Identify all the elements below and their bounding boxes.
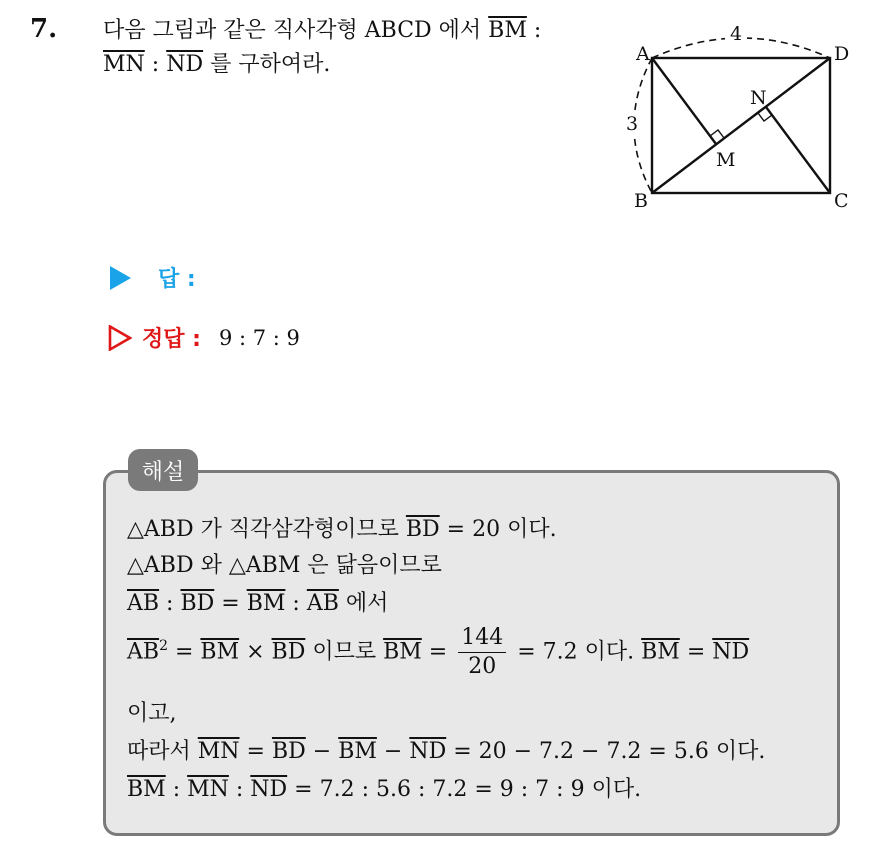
outline-arrow-icon: [108, 325, 132, 351]
segment-mn: $\overline{MN}$: [103, 52, 145, 77]
segment-bm: $\overline{BM}$: [127, 777, 166, 802]
minus: −: [376, 739, 410, 764]
minus: −: [305, 739, 339, 764]
correct-answer-row: [108, 322, 300, 353]
colon: :: [526, 18, 542, 43]
segment-bm: $\overline{BM}$: [246, 591, 286, 616]
colon: :: [285, 591, 307, 616]
solution-title-tab: 해설: [128, 449, 198, 491]
point-label-n: N: [750, 87, 767, 109]
solution-text: = 7.2 이다.: [510, 639, 642, 665]
diagonal-bd: [652, 58, 830, 193]
solution-line-3: [127, 586, 388, 617]
question-line-1: [103, 14, 541, 48]
segment-nd: $\overline{ND}$: [712, 639, 750, 665]
segment-bm: $\overline{BM}$: [383, 639, 422, 665]
segment-bd: $\overline{BD}$: [180, 591, 215, 616]
question-line-2: [103, 48, 541, 82]
segment-bm: $\overline{BM}$: [488, 18, 527, 43]
top-length-label: 4: [730, 23, 743, 45]
vertex-label-d: D: [834, 43, 850, 65]
solution-line-7: [127, 772, 641, 803]
question-number: 7.: [30, 14, 58, 44]
equals: =: [167, 639, 201, 665]
rectangle-figure: [606, 18, 856, 218]
segment-nd: $\overline{ND}$: [250, 777, 288, 802]
times: ×: [239, 639, 272, 665]
correct-answer-value: 9 : 7 : 9: [218, 325, 300, 350]
equals: =: [239, 739, 272, 764]
perpendicular-cn: [766, 107, 830, 193]
equals: =: [679, 639, 713, 665]
vertex-label-b: B: [634, 190, 648, 212]
segment-ab: $\overline{AB}$: [127, 591, 160, 616]
segment-bm: $\overline{BM}$: [641, 639, 680, 665]
solution-text: 이므로: [305, 639, 384, 665]
segment-mn: $\overline{MN}$: [197, 739, 240, 764]
solution-line-6: [127, 734, 765, 765]
question-text-part: 를 구하여라.: [203, 52, 331, 77]
colon: :: [159, 591, 181, 616]
exponent: 2: [159, 638, 168, 655]
correct-answer-label: 정답 :: [142, 327, 201, 352]
solution-text: 따라서: [127, 739, 198, 764]
play-arrow-icon: [108, 265, 132, 291]
solution-line-2: △ABD 와 △ABM 은 닮음이므로: [127, 553, 442, 578]
segment-bd: $\overline{BD}$: [405, 517, 440, 542]
question-text: [103, 14, 541, 82]
point-label-m: M: [716, 149, 736, 171]
colon: :: [228, 777, 251, 802]
fraction-144-20: [458, 624, 506, 681]
segment-bd: $\overline{BD}$: [271, 739, 306, 764]
vertex-label-c: C: [834, 190, 849, 212]
vertex-label-a: A: [636, 43, 650, 65]
solution-text: = 20 − 7.2 − 7.2 = 5.6 이다.: [446, 739, 766, 764]
solution-line-5: 이고,: [127, 701, 177, 726]
answer-label: 답 :: [158, 267, 196, 292]
solution-text: = 20 이다.: [439, 517, 557, 542]
segment-nd: $\overline{ND}$: [409, 739, 447, 764]
equals: =: [421, 639, 455, 665]
perpendicular-am: [652, 58, 716, 144]
answer-row: [108, 262, 196, 293]
fraction-denominator: 20: [468, 654, 497, 679]
solution-text: = 7.2 : 5.6 : 7.2 = 9 : 7 : 9 이다.: [287, 777, 642, 802]
left-length-label: 3: [626, 113, 639, 135]
segment-ab: $\overline{AB}$: [306, 591, 339, 616]
solution-text: △ABD 가 직각삼각형이므로: [127, 517, 406, 542]
segment-bm: $\overline{BM}$: [338, 739, 377, 764]
question-text-part: 다음 그림과 같은 직사각형 ABCD 에서: [103, 18, 489, 43]
colon: :: [144, 52, 167, 77]
segment-bm: $\overline{BM}$: [200, 639, 240, 665]
colon: :: [165, 777, 188, 802]
segment-ab: $\overline{AB}$: [127, 639, 160, 665]
solution-text: 에서: [338, 591, 389, 616]
solution-line-1: [127, 512, 557, 543]
segment-mn: $\overline{MN}$: [187, 777, 229, 802]
segment-nd: $\overline{ND}$: [166, 52, 204, 77]
segment-bd: $\overline{BD}$: [271, 639, 306, 665]
fraction-numerator: 144: [458, 624, 506, 653]
equals: =: [214, 591, 247, 616]
solution-line-4: [127, 624, 749, 681]
